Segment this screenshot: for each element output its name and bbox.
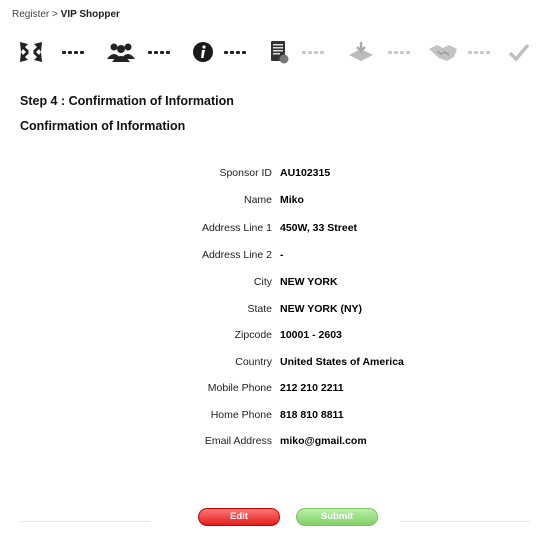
detail-label: Name xyxy=(243,194,272,206)
detail-row-sponsor-id xyxy=(0,167,550,185)
detail-row-name xyxy=(0,194,550,212)
detail-label: City xyxy=(253,276,272,288)
detail-label: Address Line 2 xyxy=(201,249,272,261)
detail-row-address-line-1 xyxy=(0,222,550,240)
step-connector xyxy=(62,51,84,54)
step-download-icon xyxy=(344,38,378,66)
step-connector xyxy=(224,51,246,54)
detail-label: Email Address xyxy=(204,435,272,447)
detail-row-state xyxy=(0,303,550,321)
step-info-icon xyxy=(188,38,218,66)
detail-label: State xyxy=(247,303,272,315)
detail-value: 818 810 8811 xyxy=(280,409,344,421)
footer-divider-right xyxy=(400,521,530,522)
step-connector xyxy=(468,51,490,54)
step-handshake-icon xyxy=(426,38,460,66)
breadcrumb xyxy=(12,9,120,20)
submit-button[interactable]: Submit xyxy=(296,508,378,526)
wizard-progress xyxy=(16,38,536,66)
detail-value: 10001 - 2603 xyxy=(280,329,342,341)
step-document-icon xyxy=(264,38,294,66)
page-title: Step 4 : Confirmation of Information xyxy=(20,94,234,108)
detail-label: Mobile Phone xyxy=(207,382,272,394)
breadcrumb-root[interactable]: Register xyxy=(12,9,50,20)
detail-label: Sponsor ID xyxy=(219,167,272,179)
step-checkmark-icon xyxy=(504,38,534,66)
detail-label: Address Line 1 xyxy=(201,222,272,234)
detail-value: miko@gmail.com xyxy=(280,435,367,447)
detail-value: AU102315 xyxy=(280,167,331,179)
section-title: Confirmation of Information xyxy=(20,119,186,133)
step-connector xyxy=(388,51,410,54)
step-connector xyxy=(148,51,170,54)
detail-value: 450W, 33 Street xyxy=(280,222,358,234)
detail-value: NEW YORK (NY) xyxy=(280,303,363,315)
detail-row-country xyxy=(0,356,550,374)
step-arrows-in-icon xyxy=(16,38,46,66)
detail-row-home-phone xyxy=(0,409,550,427)
detail-value: United States of America xyxy=(280,356,404,368)
detail-value: NEW YORK xyxy=(280,276,338,288)
step-users-icon xyxy=(104,38,138,66)
detail-value: - xyxy=(280,249,284,261)
detail-row-zipcode xyxy=(0,329,550,347)
step-connector xyxy=(302,51,324,54)
footer-divider-left xyxy=(20,521,150,522)
breadcrumb-current: VIP Shopper xyxy=(60,9,120,20)
detail-row-city xyxy=(0,276,550,294)
detail-value: Miko xyxy=(280,194,304,206)
detail-row-address-line-2 xyxy=(0,249,550,267)
edit-button[interactable]: Edit xyxy=(198,508,280,526)
detail-row-mobile-phone xyxy=(0,382,550,400)
detail-label: Zipcode xyxy=(234,329,272,341)
detail-label: Country xyxy=(235,356,272,368)
detail-label: Home Phone xyxy=(210,409,272,421)
detail-value: 212 210 2211 xyxy=(280,382,344,394)
detail-row-email-address xyxy=(0,435,550,453)
breadcrumb-separator: > xyxy=(52,9,58,20)
